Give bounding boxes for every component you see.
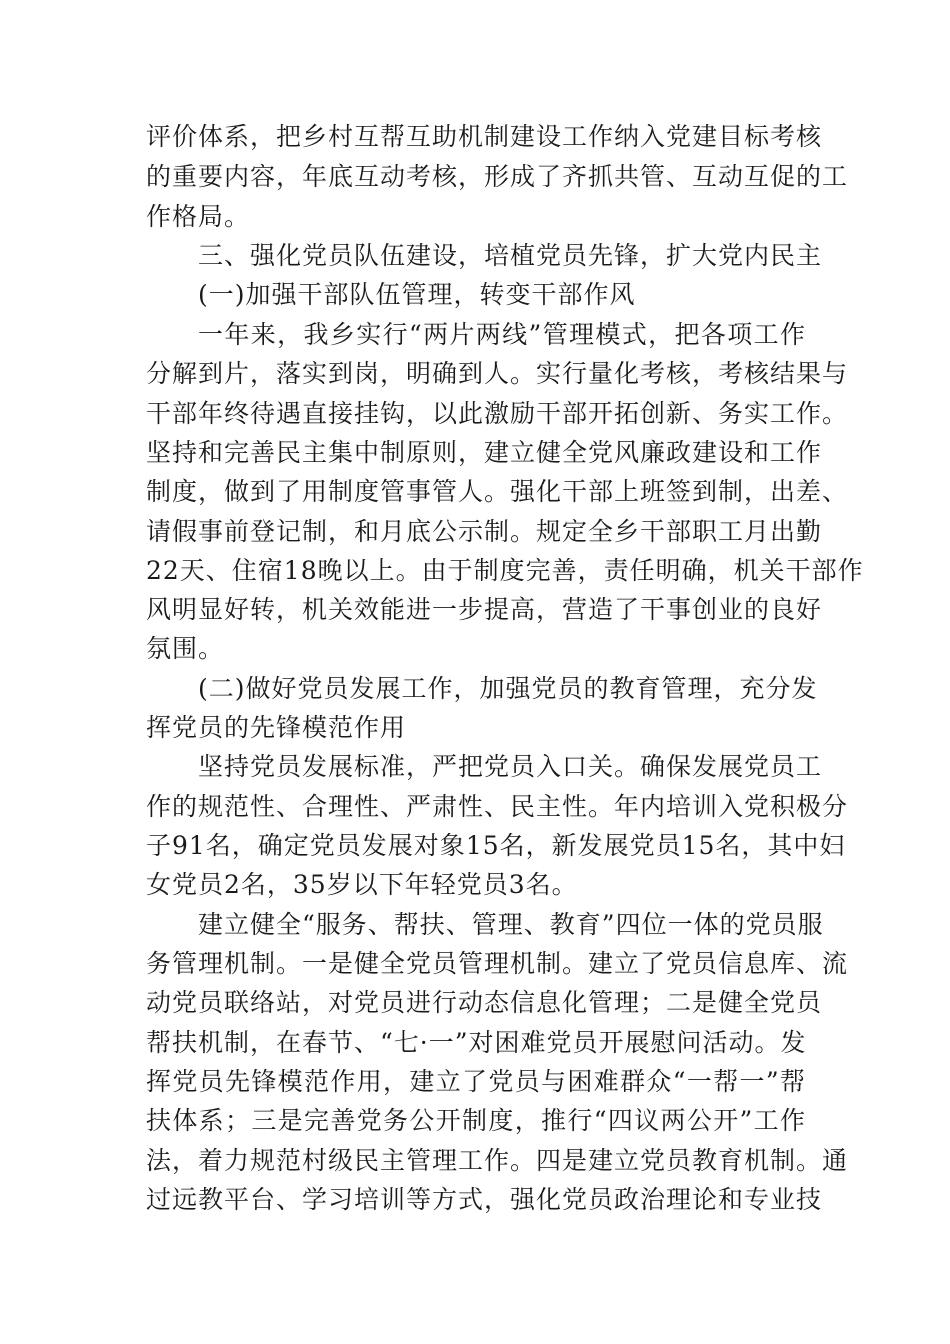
text-line: 挥党员先锋模范作用，建立了党员与困难群众“一帮一”帮: [146, 1067, 806, 1096]
text-line: 帮扶机制，在春节、“七·一”对困难党员开展慰问活动。发: [146, 1028, 807, 1057]
text-line: 子91名，确定党员发展对象15名，新发展党员15名，其中妇: [146, 831, 846, 860]
text-line: 动党员联络站，对党员进行动态信息化管理；二是健全党员: [146, 988, 823, 1017]
text-line: 的重要内容，年底互动考核，形成了齐抓共管、互动互促的工: [146, 162, 849, 191]
text-line: 作格局。: [146, 202, 251, 231]
text-line: 坚持党员发展标准，严把党员入口关。确保发展党员工: [198, 752, 823, 781]
text-line: 干部年终待遇直接挂钩，以此激励干部开拓创新、务实工作。: [146, 399, 849, 428]
text-line: 女党员2名，35岁以下年轻党员3名。: [146, 870, 578, 899]
text-line: 请假事前登记制，和月底公示制。规定全乡干部职工月出勤: [146, 517, 823, 546]
text-line: 坚持和完善民主集中制原则，建立健全党风廉政建设和工作: [146, 438, 823, 467]
text-line: 过远教平台、学习培训等方式，强化党员政治理论和专业技: [146, 1185, 823, 1214]
text-line: 22天、住宿18晚以上。由于制度完善，责任明确，机关干部作: [146, 556, 864, 585]
text-line: 务管理机制。一是健全党员管理机制。建立了党员信息库、流: [146, 949, 849, 978]
text-line: 制度，做到了用制度管事管人。强化干部上班签到制，出差、: [146, 477, 849, 506]
text-line: 法，着力规范村级民主管理工作。四是建立党员教育机制。通: [146, 1146, 849, 1175]
text-line: 建立健全“服务、帮扶、管理、教育”四位一体的党员服: [198, 910, 824, 939]
text-line: 氛围。: [146, 634, 225, 663]
text-line: 作的规范性、合理性、严肃性、民主性。年内培训入党积极分: [146, 792, 849, 821]
subsection-heading-cont: 挥党员的先锋模范作用: [146, 713, 407, 742]
text-line: 一年来，我乡实行“两片两线”管理模式，把各项工作: [198, 320, 806, 349]
text-line: 扶体系；三是完善党务公开制度，推行“四议两公开”工作: [146, 1106, 806, 1135]
section-heading: 三、强化党员队伍建设，培植党员先锋，扩大党内民主: [198, 241, 823, 270]
text-line: 风明显好转，机关效能进一步提高，营造了干事创业的良好: [146, 595, 823, 624]
subsection-heading: (一)加强干部队伍管理，转变干部作风: [198, 280, 636, 309]
text-line: 分解到片，落实到岗，明确到人。实行量化考核，考核结果与: [146, 359, 849, 388]
text-line: 评价体系，把乡村互帮互助机制建设工作纳入党建目标考核: [146, 122, 823, 151]
subsection-heading: (二)做好党员发展工作，加强党员的教育管理，充分发: [198, 674, 818, 703]
